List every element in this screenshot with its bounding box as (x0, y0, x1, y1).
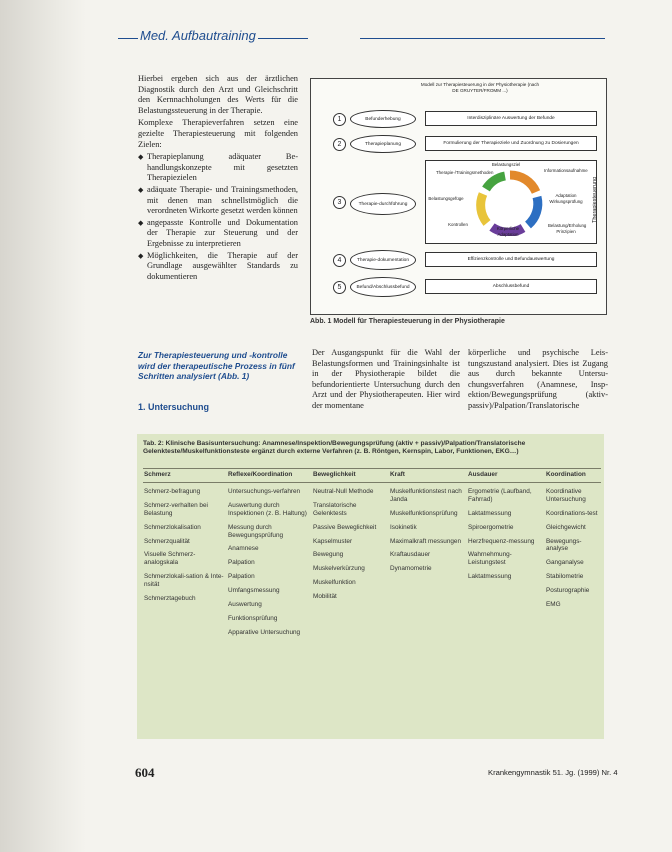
side-label-therapiesteuerung: Therapiesteuerung (592, 176, 598, 224)
table-cell: Isokinetik (390, 523, 417, 531)
step-oval: Therapie-dokumentation (350, 250, 416, 270)
step-box: Interdisziplinäre Auswertung der Befunde (425, 111, 597, 126)
step-oval: Befund/Abschlussbefund (350, 277, 416, 297)
goal-item: ◆ angepasste Kontrolle und Dokumentation der Therapie zur Steuerung und der Ergebnisse zu interpretieren (138, 218, 298, 250)
table-cell: Laktatmessung (468, 573, 512, 581)
table-cell: Anamnese (228, 545, 259, 553)
goal-item: ◆ Möglichkeiten, die Therapie auf der Grundlage ausgewählter Standards zu dokumentieren (138, 251, 298, 283)
cycle-label: Belastungsziel (491, 162, 521, 167)
cycle-label: Adaptation Wirkungsprüfung (549, 193, 583, 204)
table-cell: Umfangsmessung (228, 587, 280, 595)
goal-item: ◆ Therapieplanung adäquater Behandlungskonzepte mit gesetzten Therapiezielen (138, 152, 298, 184)
paragraph-intro: Hierbei ergeben sich aus der ärztlichen Diagnostik durch den Arzt und Gleichschritt den Kernnachholungen des Werts für die Belastungssteuerung in der Therapie. (138, 74, 298, 115)
table-header-cell: Ausdauer (467, 468, 545, 483)
cycle-label: Belastung/Erholung Prinzipien (548, 223, 587, 234)
table-cell: Ganganalyse (546, 559, 584, 567)
table-cell: Auswertung durch Inspektionen (z. B. Haltung) (228, 501, 307, 517)
table-cell: Auswertung (228, 601, 262, 609)
table-cell: Wahrnehmung-Leistungstest (468, 551, 512, 567)
table-cell: Visuelle Schmerz-analogskala (144, 551, 196, 567)
table-cell: Untersuchungs-verfahren (228, 487, 301, 495)
table-cell: Funktionsprüfung (228, 614, 278, 622)
examination-table (143, 468, 601, 643)
table-cell: Kraftausdauer (390, 551, 431, 559)
table-column (467, 483, 545, 643)
table-cell: Posturographie (546, 587, 590, 595)
step-oval: Befunderhebung (350, 110, 416, 128)
table-cell: Passive Beweglichkeit (313, 523, 377, 531)
section-header: Med. Aufbautraining (140, 28, 256, 43)
step-box: Abschlussbefund (425, 279, 597, 294)
step-number: 3 (333, 196, 346, 209)
step-number: 1 (333, 113, 346, 126)
step-oval: Therapie-durchführung (350, 193, 416, 215)
table-cell: Gleichgewicht (546, 523, 586, 531)
table-cell: Kapselmuster (313, 537, 353, 545)
table-cell: Neutral-Null Methode (313, 487, 374, 495)
table-cell: Schmerz-verhalten bei Belastung (144, 501, 208, 517)
table-cell: Apparative Untersuchung (228, 628, 301, 636)
table-cell: Spiroergometrie (468, 523, 514, 531)
header-rule-right (360, 38, 605, 39)
table-cell: Ergometrie (Laufband, Fahrrad) (468, 487, 532, 503)
figure-title: Modell zur Therapiesteuerung in der Physiotherapie (nach DE GRUYTER/FROMM ...) (420, 82, 540, 93)
table-header-cell: Reflexe/Koordination (227, 468, 312, 483)
cycle-label: Körperliche Adaptation (496, 226, 520, 237)
right-column-text: körperliche und psychische Leistungszustand analysiert. Dies ist Zugang aus durch bekannte Untersuchungsverfahren (Anamnese, Inspektion/Bewegungsprüfung (aktiv-passiv)/Palpation/Translatorische (468, 348, 608, 410)
table-cell: Mobilität (313, 593, 337, 601)
journal-footer: Krankengymnastik 51. Jg. (1999) Nr. 4 (488, 768, 618, 777)
table-cell: Translatorische Gelenktests (313, 501, 357, 517)
table-cell: Schmerzlokalisation (144, 523, 201, 531)
table-caption: Tab. 2: Klinische Basisuntersuchung: Anamnese/Inspektion/Bewegungsprüfung (aktiv + passiv)/Palpation/Translatorische Gelenkteste/Muskelfunktionsteste ergänzt durch externe Verfahren (z. B. Röntgen, Kernspin, Labor, Funktionen, EKG…) (143, 440, 526, 456)
table-cell: Muskelfunktionstest nach Janda (390, 487, 462, 503)
step-box: Formulierung der Therapieziele und Zuordnung zu Dosierungen (425, 136, 597, 151)
cycle-label: Informationsaufnahme (544, 168, 588, 173)
left-column-text (138, 74, 298, 283)
step-oval: Therapieplanung (350, 135, 416, 153)
table-column (227, 483, 312, 643)
table-cell: Schmerzlokali-sation & Inte-nsität (144, 573, 224, 589)
middle-column-text: Der Ausgangspunkt für die Wahl der Belastungsformen und Trainingsinhalte ist in der Physiotherapie bildet die befundorientierte Untersuchung durch den Arzt und der Physiotherapeuten. Hier wird der momentane (312, 348, 460, 410)
step-box: Effizienzkontrolle und Befundauswertung (425, 252, 597, 267)
table-cell: Bewegungs-analyse (546, 537, 582, 553)
table-cell: Koordinative Untersuchung (546, 487, 586, 503)
table-cell: Palpation (228, 573, 255, 581)
table-cell: Schmerz-befragung (144, 487, 201, 495)
cycle-label: Belastungsgefüge (428, 196, 464, 201)
table-cell: Muskelverkürzung (313, 565, 365, 573)
step-number: 2 (333, 138, 346, 151)
table-cell: Koordinations-test (546, 509, 598, 517)
header-rule-left (118, 38, 138, 39)
figure-caption: Abb. 1 Modell für Therapiesteuerung in der Physiotherapie (310, 318, 505, 325)
page-spine-shadow (0, 0, 86, 852)
table-cell: Laktatmessung (468, 509, 512, 517)
table-column (312, 483, 389, 643)
table-header-cell: Kraft (389, 468, 467, 483)
table-cell: Palpation (228, 559, 255, 567)
table-cell: Maximalkraft messungen (390, 537, 462, 545)
table-header-cell: Koordination (545, 468, 601, 483)
table-cell: Bewegung (313, 551, 344, 559)
table-cell: Stabilometrie (546, 573, 584, 581)
table-cell: Schmerzqualität (144, 537, 190, 545)
section-heading-blue: Zur Therapiesteuerung und -kontrolle wird der therapeutische Prozess in fünf Schritten analysiert (Abb. 1) (138, 350, 295, 381)
table-cell: Herzfrequenz-messung (468, 537, 535, 545)
header-rule-mid (258, 38, 308, 39)
table-header-cell: Beweglichkeit (312, 468, 389, 483)
table-cell: Muskelfunktionsprüfung (390, 509, 458, 517)
step-number: 4 (333, 254, 346, 267)
page-number: 604 (135, 765, 155, 780)
goals-list (138, 152, 298, 282)
table-cell: Messung durch Bewegungsprüfung (228, 523, 284, 539)
step-number: 5 (333, 281, 346, 294)
table-column (545, 483, 601, 643)
paragraph-goals: Komplexe Therapieverfahren setzen eine gezielte Therapiesteuerung mit folgenden Zielen: (138, 118, 298, 149)
cycle-label: Therapie-/Trainingsmethoden (436, 170, 494, 175)
table-column (389, 483, 467, 643)
table-cell: Schmerztagebuch (144, 595, 196, 603)
cycle-label: Kontrollen (448, 222, 468, 227)
subsection-heading: 1. Untersuchung (138, 402, 210, 412)
goal-item: ◆ adäquate Therapie- und Trainingsmethoden, mit denen man schnellstmöglich die verordneten Wirkorte gesetzt werden können (138, 185, 298, 217)
table-header-cell: Schmerz (143, 468, 227, 483)
table-column (143, 483, 227, 643)
table-cell: EMG (546, 601, 561, 609)
table-cell: Muskelfunktion (313, 579, 356, 587)
table-cell: Dynamometrie (390, 565, 432, 573)
